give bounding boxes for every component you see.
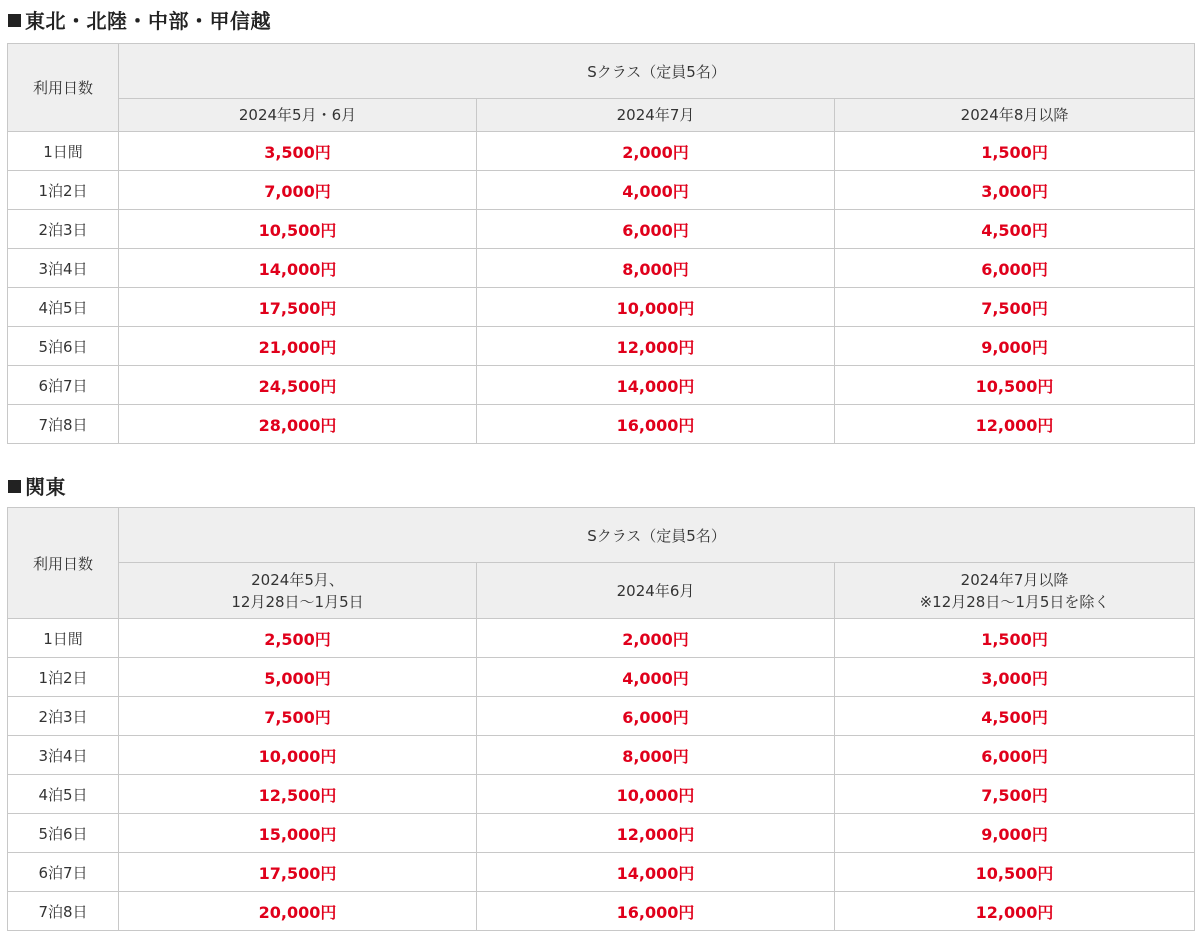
table-row [8,775,1195,814]
period-header-3 [835,563,1195,619]
period-header-1 [119,99,477,132]
days-cell: 6泊7日 [8,366,119,405]
price-cell: 7,500円 [835,288,1195,327]
price-cell: 12,000円 [477,327,835,366]
table-header-row [8,508,1195,563]
days-cell: 7泊8日 [8,892,119,931]
table-row [8,288,1195,327]
price-cell: 8,000円 [477,249,835,288]
price-cell: 10,500円 [835,853,1195,892]
price-cell: 6,000円 [835,736,1195,775]
days-cell: 1泊2日 [8,658,119,697]
days-cell: 2泊3日 [8,697,119,736]
price-cell: 12,000円 [477,814,835,853]
period-header-line: 12月28日～1月5日 [231,592,364,611]
period-header-line: 2024年6月 [616,581,695,600]
period-header-line: 2024年5月・6月 [238,106,357,124]
days-cell: 3泊4日 [8,736,119,775]
class-header: Sクラス（定員5名） [119,508,1195,563]
period-header-line: 2024年5月、 [251,570,344,589]
price-cell: 14,000円 [119,249,477,288]
price-cell: 10,000円 [477,288,835,327]
price-cell: 20,000円 [119,892,477,931]
period-header-3 [835,99,1195,132]
days-cell: 4泊5日 [8,775,119,814]
price-cell: 7,000円 [119,171,477,210]
period-header-line: 2024年7月 [616,106,695,124]
price-cell: 7,500円 [119,697,477,736]
price-cell: 10,000円 [477,775,835,814]
days-cell: 4泊5日 [8,288,119,327]
price-cell: 12,500円 [119,775,477,814]
days-cell: 1日間 [8,132,119,171]
price-cell: 16,000円 [477,405,835,444]
table-row [8,366,1195,405]
days-cell: 1日間 [8,619,119,658]
price-cell: 14,000円 [477,853,835,892]
price-cell: 12,000円 [835,405,1195,444]
price-cell: 9,000円 [835,814,1195,853]
class-header: Sクラス（定員5名） [119,44,1195,99]
price-cell: 8,000円 [477,736,835,775]
price-cell: 14,000円 [477,366,835,405]
price-cell: 6,000円 [477,697,835,736]
table-row [8,658,1195,697]
price-cell: 16,000円 [477,892,835,931]
price-cell: 3,000円 [835,658,1195,697]
period-header-line: ※12月28日～1月5日を除く [919,592,1110,611]
price-cell: 12,000円 [835,892,1195,931]
price-cell: 17,500円 [119,853,477,892]
price-cell: 4,500円 [835,210,1195,249]
table-row [8,853,1195,892]
price-cell: 6,000円 [477,210,835,249]
price-cell: 9,000円 [835,327,1195,366]
period-header-row [8,563,1195,619]
price-cell: 1,500円 [835,132,1195,171]
price-cell: 2,000円 [477,132,835,171]
table-row [8,249,1195,288]
days-cell: 1泊2日 [8,171,119,210]
price-cell: 15,000円 [119,814,477,853]
days-cell: 5泊6日 [8,327,119,366]
price-cell: 3,500円 [119,132,477,171]
table-row [8,132,1195,171]
price-cell: 3,000円 [835,171,1195,210]
period-header-2 [477,563,835,619]
days-header: 利用日数 [8,44,119,132]
period-header-1 [119,563,477,619]
price-cell: 5,000円 [119,658,477,697]
price-table-tohoku [7,43,1195,444]
price-cell: 4,000円 [477,171,835,210]
days-header: 利用日数 [8,508,119,619]
price-cell: 24,500円 [119,366,477,405]
period-header-line: 2024年8月以降 [960,106,1069,124]
price-cell: 10,500円 [119,210,477,249]
price-cell: 10,500円 [835,366,1195,405]
price-cell: 21,000円 [119,327,477,366]
price-cell: 17,500円 [119,288,477,327]
section-title-kanto [8,474,66,500]
square-bullet-icon [8,14,21,27]
section-title-text: 東北・北陸・中部・甲信越 [25,9,271,33]
table-header-row [8,44,1195,99]
table-row [8,210,1195,249]
table-row [8,892,1195,931]
period-header-row [8,99,1195,132]
section-title-tohoku [8,8,271,34]
days-cell: 3泊4日 [8,249,119,288]
price-cell: 6,000円 [835,249,1195,288]
section-title-text: 関東 [25,475,66,499]
days-cell: 2泊3日 [8,210,119,249]
days-cell: 5泊6日 [8,814,119,853]
table-row [8,327,1195,366]
price-cell: 2,500円 [119,619,477,658]
table-row [8,171,1195,210]
square-bullet-icon [8,480,21,493]
period-header-line: 2024年7月以降 [960,570,1069,589]
table-row [8,697,1195,736]
period-header-2 [477,99,835,132]
price-cell: 7,500円 [835,775,1195,814]
table-row [8,619,1195,658]
days-cell: 6泊7日 [8,853,119,892]
price-cell: 4,000円 [477,658,835,697]
price-cell: 1,500円 [835,619,1195,658]
price-cell: 10,000円 [119,736,477,775]
price-table-kanto [7,507,1195,931]
table-row [8,405,1195,444]
price-cell: 4,500円 [835,697,1195,736]
price-cell: 28,000円 [119,405,477,444]
table-row [8,814,1195,853]
days-cell: 7泊8日 [8,405,119,444]
price-cell: 2,000円 [477,619,835,658]
table-row [8,736,1195,775]
